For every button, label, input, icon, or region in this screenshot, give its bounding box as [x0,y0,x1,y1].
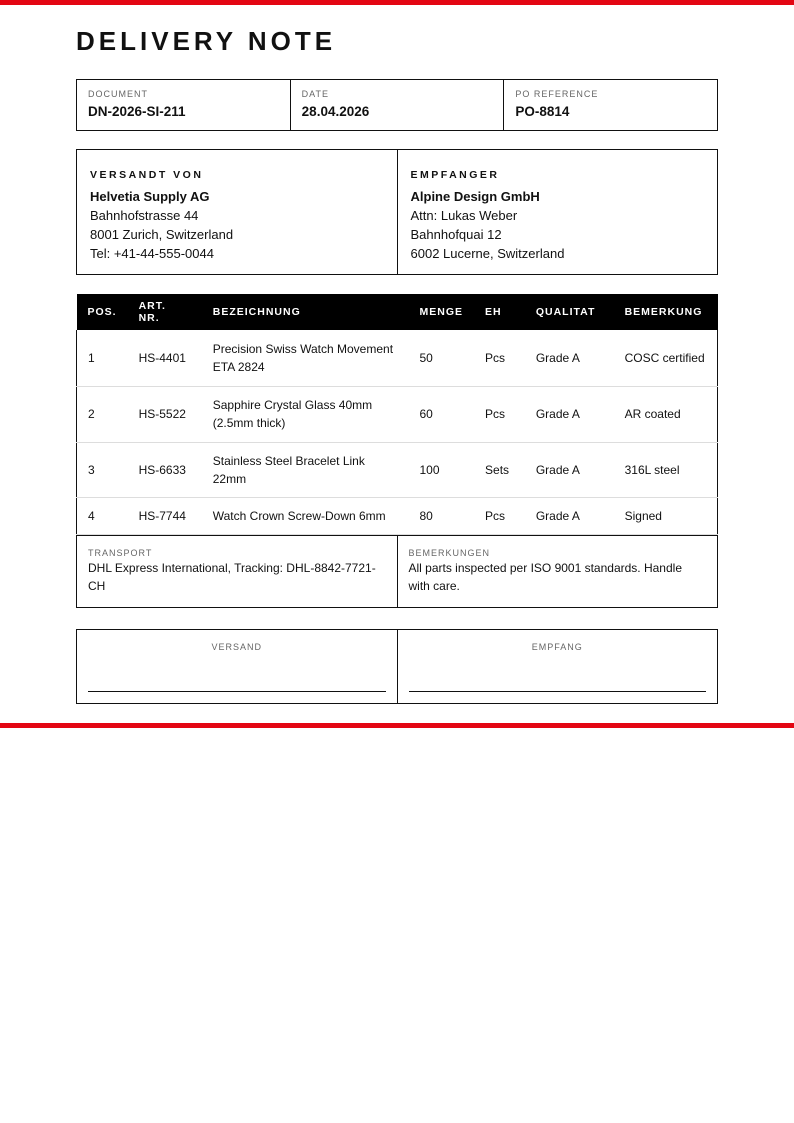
signature-shipping [77,630,397,703]
cell-art-nr: HS-7744 [128,497,202,534]
transport-block [77,536,397,607]
remarks-block [397,536,718,607]
notes-box [76,535,718,608]
meta-date [290,80,504,130]
cell-quality: Grade A [525,386,614,442]
recipient-block [397,150,718,274]
signature-shipping-line [88,691,386,692]
cell-remark: AR coated [614,386,718,442]
cell-pos: 2 [77,386,128,442]
cell-quantity: 80 [409,497,475,534]
cell-unit: Pcs [474,497,525,534]
meta-po-reference [503,80,717,130]
meta-date-label: DATE [301,89,330,99]
table-row [77,330,718,386]
cell-description: Sapphire Crystal Glass 40mm (2.5mm thick) [202,386,409,442]
meta-document [77,80,290,130]
signature-receipt-line [409,691,707,692]
recipient-label: EMPFANGER [410,169,500,181]
recipient-attn: Attn: Lukas Weber [410,208,518,223]
cell-quality: Grade A [525,442,614,497]
remarks-text: All parts inspected per ISO 9001 standards. Handle with care. [408,561,682,593]
table-header-row [77,294,718,330]
signature-box [76,629,718,704]
signature-receipt [397,630,718,703]
cell-description: Stainless Steel Bracelet Link 22mm [202,442,409,497]
signature-receipt-label: EMPFANG [531,642,583,652]
cell-art-nr: HS-6633 [128,442,202,497]
cell-quantity: 100 [409,442,475,497]
cell-pos: 4 [77,497,128,534]
sender-name: Helvetia Supply AG [90,189,210,204]
header-unit: EH [474,294,525,330]
cell-description: Watch Crown Screw-Down 6mm [202,497,409,534]
header-quantity: MENGE [409,294,475,330]
header-quality: QUALITAT [525,294,614,330]
sender-label: VERSANDT VON [90,169,204,181]
header-remark: BEMERKUNG [614,294,718,330]
signature-shipping-label: VERSAND [211,642,262,652]
cell-unit: Sets [474,442,525,497]
cell-remark: 316L steel [614,442,718,497]
meta-document-value: DN-2026-SI-211 [88,104,186,119]
cell-quantity: 60 [409,386,475,442]
sender-block [77,150,397,274]
meta-po-value: PO-8814 [515,104,570,119]
cell-pos: 3 [77,442,128,497]
bottom-accent-bar [0,723,794,728]
cell-art-nr: HS-4401 [128,330,202,386]
meta-date-value: 28.04.2026 [301,104,370,119]
remarks-label: BEMERKUNGEN [408,548,491,558]
cell-unit: Pcs [474,330,525,386]
table-row [77,497,718,534]
sender-phone: Tel: +41-44-555-0044 [90,246,214,261]
document-title: DELIVERY NOTE [76,26,337,56]
top-accent-bar [0,0,794,5]
header-art-nr: ART. NR. [128,294,202,330]
document-meta-box [76,79,718,131]
recipient-name: Alpine Design GmbH [410,189,540,204]
meta-po-label: PO REFERENCE [515,89,599,99]
meta-document-label: DOCUMENT [88,89,148,99]
parties-box [76,149,718,275]
transport-text: DHL Express International, Tracking: DHL-8842-7721-CH [88,561,376,593]
cell-unit: Pcs [474,386,525,442]
table-row [77,442,718,497]
cell-quantity: 50 [409,330,475,386]
sender-street: Bahnhofstrasse 44 [90,208,199,223]
cell-remark: COSC certified [614,330,718,386]
recipient-city: 6002 Lucerne, Switzerland [410,246,565,261]
cell-art-nr: HS-5522 [128,386,202,442]
sender-city: 8001 Zurich, Switzerland [90,227,234,242]
cell-remark: Signed [614,497,718,534]
items-table [76,294,718,535]
transport-label: TRANSPORT [88,548,153,558]
header-description: BEZEICHNUNG [202,294,409,330]
cell-quality: Grade A [525,330,614,386]
cell-pos: 1 [77,330,128,386]
table-row [77,386,718,442]
recipient-street: Bahnhofquai 12 [410,227,502,242]
cell-quality: Grade A [525,497,614,534]
header-pos: POS. [77,294,128,330]
cell-description: Precision Swiss Watch Movement ETA 2824 [202,330,409,386]
